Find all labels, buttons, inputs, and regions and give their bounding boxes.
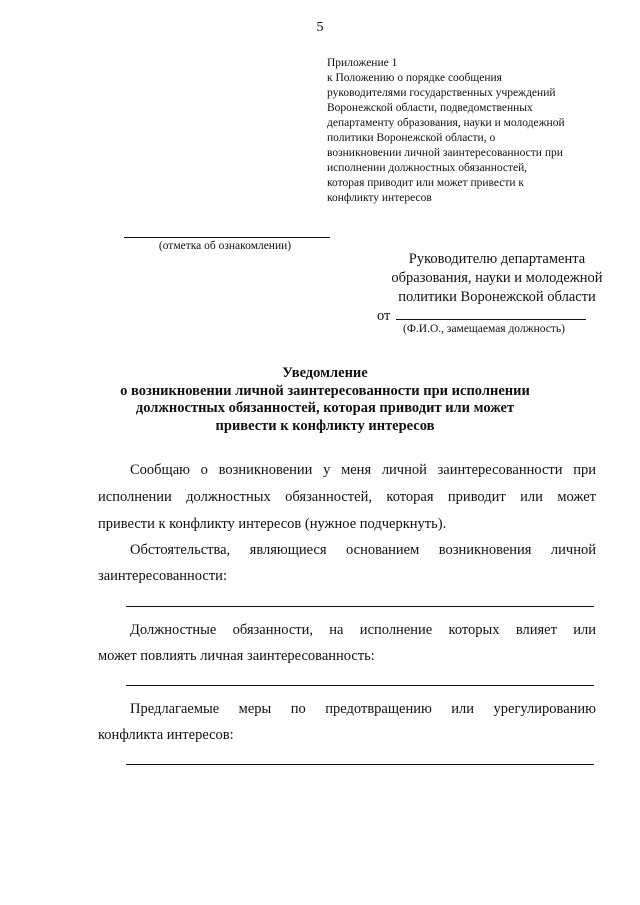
title-line: привести к конфликту интересов: [215, 417, 435, 434]
appendix-line: Воронежской области, подведомственных: [327, 102, 533, 114]
measures-fill-line: [126, 764, 594, 765]
appendix-line: которая приводит или может привести к: [327, 177, 524, 189]
appendix-header: [327, 56, 627, 206]
appendix-line: Приложение 1: [327, 57, 398, 69]
appendix-line: департаменту образования, науки и молодежной: [327, 117, 565, 129]
page-number: 5: [316, 20, 324, 35]
paragraph-1-line-1: Сообщаю о возникновении у меня личной заинтересованности при: [130, 462, 596, 478]
appendix-line: исполнении должностных обязанностей,: [327, 162, 528, 174]
appendix-line: возникновении личной заинтересованности при: [327, 147, 563, 159]
paragraph-3-line-1: Должностные обязанности, на исполнение которых влияет или: [130, 622, 596, 638]
paragraph-1-line-3: привести к конфликту интересов (нужное подчеркнуть).: [98, 516, 447, 532]
paragraph-3-line-2: может повлиять личная заинтересованность:: [98, 648, 375, 664]
acknowledgement-caption: (отметка об ознакомлении): [158, 240, 292, 252]
title-line: Уведомление: [282, 365, 368, 381]
addressee-line: Руководителю департамента: [408, 251, 586, 267]
from-caption: (Ф.И.О., замещаемая должность): [403, 323, 565, 335]
addressee-block: [372, 250, 622, 307]
from-fill-line: [396, 307, 586, 320]
paragraph-1-line-2: исполнении должностных обязанностей, которая приводит или может: [98, 489, 596, 505]
addressee-line: политики Воронежской области: [398, 289, 596, 305]
title-line: о возникновении личной заинтересованности при исполнении: [120, 382, 530, 399]
appendix-line: руководителями государственных учреждений: [327, 87, 556, 99]
appendix-line: к Положению о порядке сообщения: [327, 72, 502, 84]
from-label: от: [377, 308, 391, 324]
paragraph-2-line-1: Обстоятельства, являющиеся основанием возникновения личной: [130, 542, 596, 558]
paragraph-2-line-2: заинтересованности:: [98, 568, 227, 584]
addressee-line: образования, науки и молодежной: [391, 270, 603, 286]
acknowledgement-line: [124, 237, 330, 238]
appendix-line: политики Воронежской области, о: [327, 132, 496, 144]
title-line: должностных обязанностей, которая приводит или может: [135, 400, 515, 416]
paragraph-4-line-1: Предлагаемые меры по предотвращению или урегулированию: [130, 701, 596, 717]
notice-title: [90, 365, 560, 435]
duties-fill-line: [126, 685, 594, 686]
circumstances-fill-line: [126, 606, 594, 607]
appendix-line: конфликту интересов: [327, 192, 432, 204]
paragraph-4-line-2: конфликта интересов:: [98, 727, 234, 743]
